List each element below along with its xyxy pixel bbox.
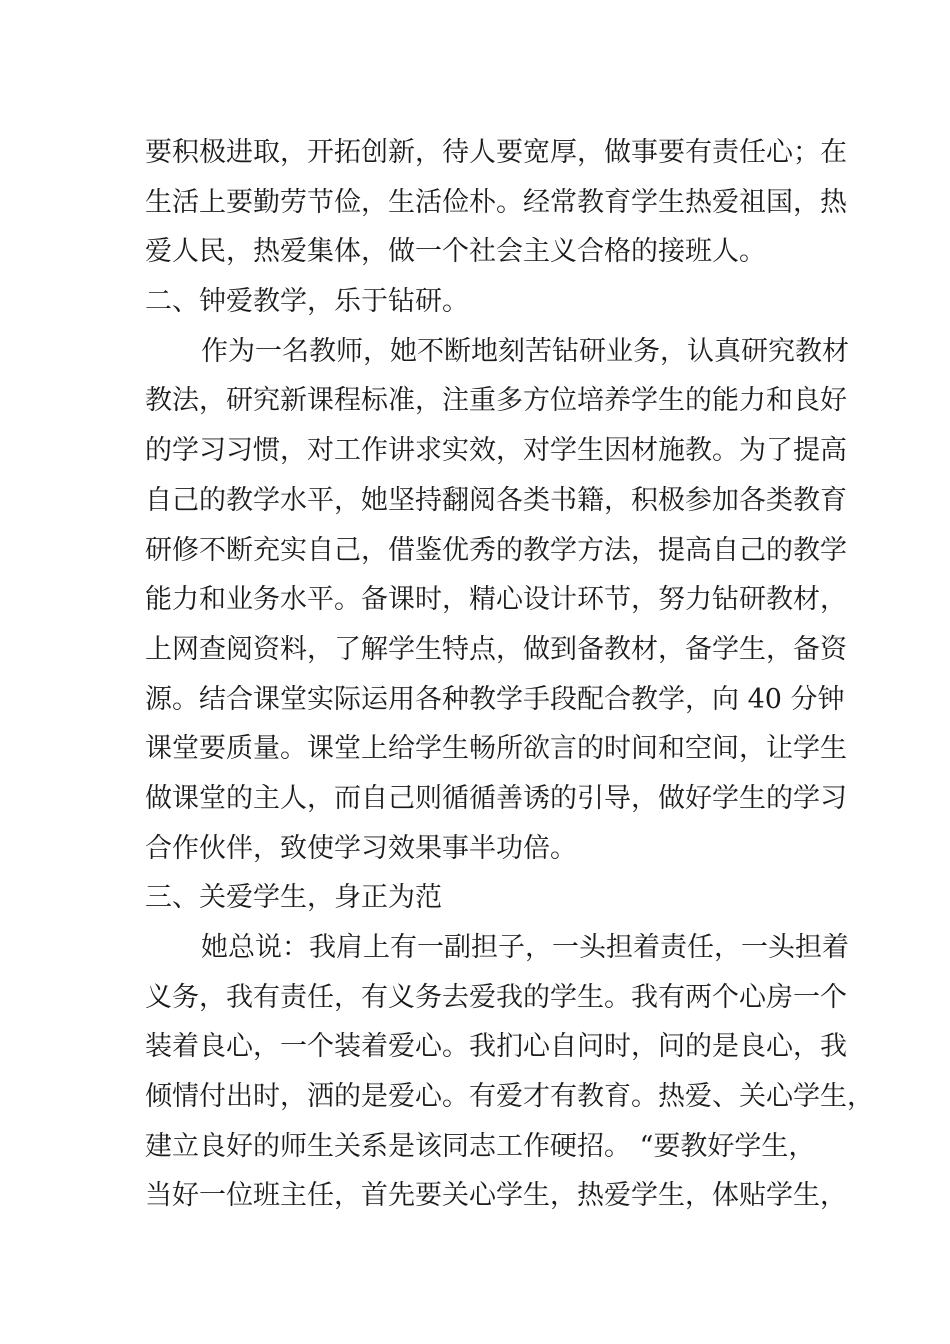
paragraph-2-line-7: 上网查阅资料，了解学生特点，做到备教材，备学生，备资 xyxy=(145,633,847,665)
paragraph-1-line-2: 生活上要勤劳节俭，生活俭朴。经常教育学生热爱祖国，热 xyxy=(145,186,847,218)
paragraph-3-line-5: 建立良好的师生关系是该同志工作硬招。 “要教好学生， xyxy=(145,1130,816,1162)
paragraph-2-line-10: 做课堂的主人，而自己则循循善诱的引导，做好学生的学习 xyxy=(145,782,847,814)
paragraph-1-line-1: 要积极进取，开拓创新，待人要宽厚，做事要有责任心；在 xyxy=(145,137,847,168)
paragraph-3-line-2: 义务，我有责任，有义务去爱我的学生。我有两个心房一个 xyxy=(145,981,847,1013)
paragraph-2-line-3: 的学习习惯，对工作讲求实效，对学生因材施教。为了提高 xyxy=(145,435,847,467)
paragraph-1-line-3: 爱人民，热爱集体，做一个社会主义合格的接班人。 xyxy=(145,236,766,268)
paragraph-2-line-5: 研修不断充实自己，借鉴优秀的教学方法，提高自己的教学 xyxy=(145,534,847,566)
document-body xyxy=(145,128,874,1221)
paragraph-3-line-3: 装着良心，一个装着爱心。我扪心自问时，问的是良心，我 xyxy=(145,1031,847,1063)
paragraph-3-line-4: 倾情付出时，洒的是爱心。有爱才有教育。热爱、关心学生， xyxy=(145,1081,874,1113)
paragraph-2-line-8: 源。结合课堂实际运用各种教学手段配合教学，向 40 分钟 xyxy=(145,683,845,715)
section-heading-2: 二、钟爱教学，乐于钻研。 xyxy=(145,286,469,318)
paragraph-2-line-2: 教法，研究新课程标准，注重多方位培养学生的能力和良好 xyxy=(145,385,847,417)
paragraph-2-line-4: 自己的教学水平，她坚持翻阅各类书籍，积极参加各类教育 xyxy=(145,484,847,516)
paragraph-3-line-6: 当好一位班主任，首先要关心学生，热爱学生，体贴学生， xyxy=(145,1180,847,1212)
paragraph-2-line-1: 作为一名教师，她不断地刻苦钻研业务，认真研究教材 xyxy=(201,335,849,367)
paragraph-2-line-9: 课堂要质量。课堂上给学生畅所欲言的时间和空间，让学生 xyxy=(145,733,847,765)
paragraph-3-line-1: 她总说：我肩上有一副担子，一头担着责任，一头担着 xyxy=(201,932,849,963)
section-heading-3: 三、关爱学生，身正为范 xyxy=(145,882,442,914)
paragraph-2-line-11: 合作伙伴，致使学习效果事半功倍。 xyxy=(145,832,577,864)
paragraph-2-line-6: 能力和业务水平。备课时，精心设计环节，努力钻研教材， xyxy=(145,584,847,616)
